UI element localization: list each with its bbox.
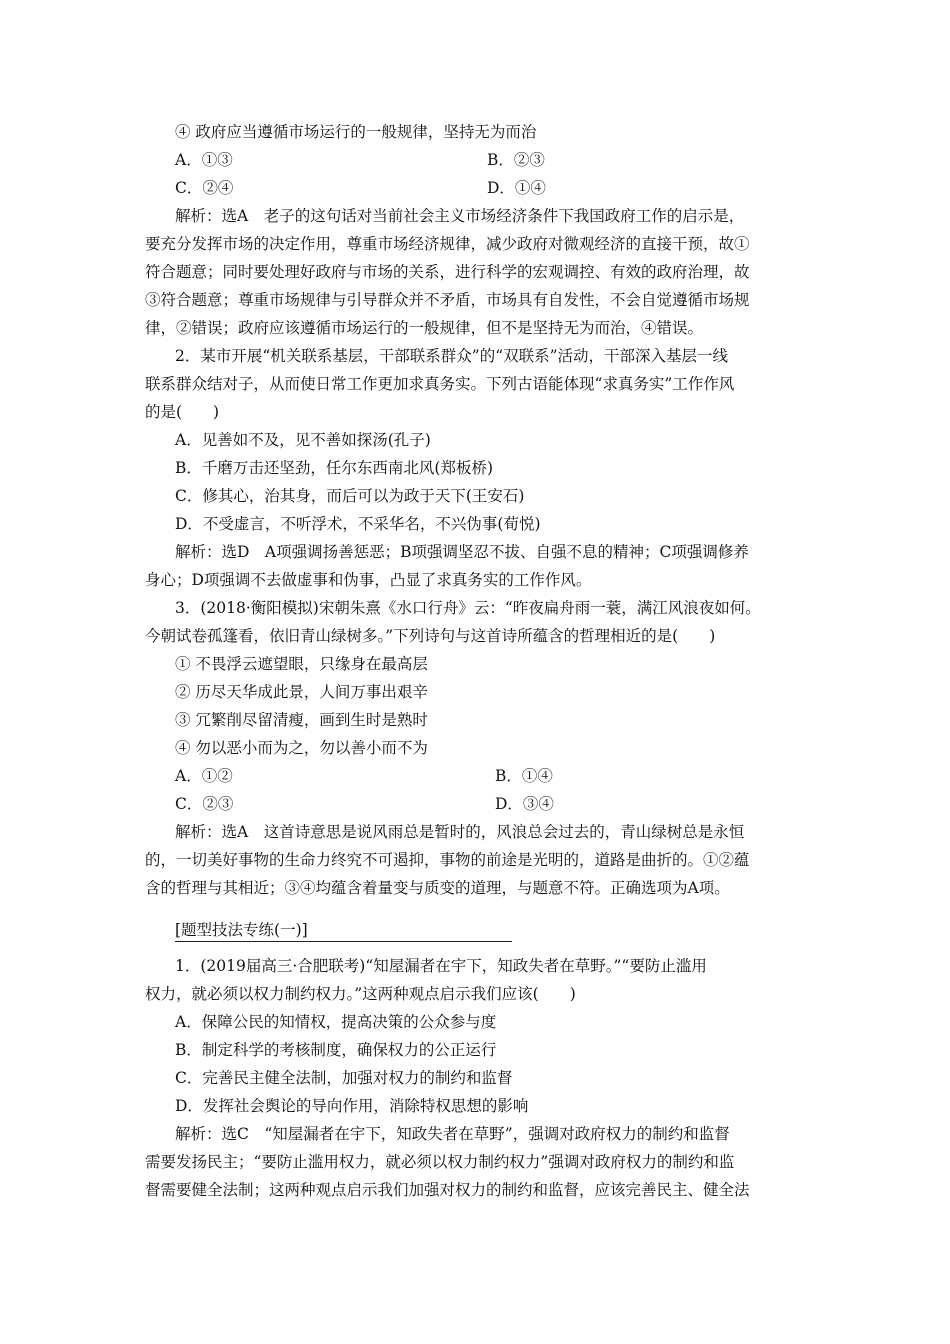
q-prev-analysis-line: ③符合题意；尊重市场规律与引导群众并不矛盾，市场具有自发性，不会自觉遵循市场规 <box>145 291 750 309</box>
q-prev-option-b: B．②③ <box>487 151 545 169</box>
s1-stem-line: 1．(2019届高三·合肥联考)“知屋漏者在宇下，知政失者在草野。”“要防止滥用 <box>175 957 707 975</box>
q3-option-a: A．①② <box>175 767 233 785</box>
s1-analysis-line: 需要发扬民主；“要防止滥用权力，就必须以权力制约权力”强调对政府权力的制约和监 <box>145 1153 735 1171</box>
q3-item-2: ② 历尽天华成此景，人间万事出艰辛 <box>175 683 428 701</box>
q-prev-analysis-line: 律，②错误；政府应该遵循市场运行的一般规律，但不是坚持无为而治，④错误。 <box>145 319 704 337</box>
s1-option-a: A．保障公民的知情权，提高决策的公众参与度 <box>175 1013 497 1031</box>
section-heading: [题型技法专练(一)] <box>175 921 308 939</box>
q-prev-item-4: ④ 政府应当遵循市场运行的一般规律，坚持无为而治 <box>175 123 537 141</box>
q3-analysis-line: 的，一切美好事物的生命力终究不可遏抑，事物的前途是光明的，道路是曲折的。①②蕴 <box>145 851 750 869</box>
q2-analysis-line: 身心；D项强调不去做虚事和伪事，凸显了求真务实的工作作风。 <box>145 571 592 589</box>
q3-item-4: ④ 勿以恶小而为之，勿以善小而不为 <box>175 739 428 757</box>
q-prev-option-a: A．①③ <box>175 151 233 169</box>
q2-option-b: B．千磨万击还坚劲，任尔东西南北风(郑板桥) <box>175 459 493 477</box>
q2-stem-line: 的是( ) <box>145 403 220 421</box>
q-prev-option-d: D．①④ <box>487 179 546 197</box>
q3-item-3: ③ 冗繁削尽留清瘦，画到生时是熟时 <box>175 711 428 729</box>
s1-option-d: D．发挥社会舆论的导向作用，消除特权思想的影响 <box>175 1097 529 1115</box>
q3-item-1: ① 不畏浮云遮望眼，只缘身在最高层 <box>175 655 428 673</box>
q3-stem-line: 今朝试卷孤篷看，依旧青山绿树多。”下列诗句与这首诗所蕴含的哲理相近的是( ) <box>145 627 716 645</box>
q2-stem-line: 联系群众结对子，从而使日常工作更加求真务实。下列古语能体现“求真务实”工作作风 <box>145 375 735 393</box>
q-prev-option-c: C．②④ <box>175 179 234 197</box>
s1-option-b: B．制定科学的考核制度，确保权力的公正运行 <box>175 1041 497 1059</box>
q3-option-b: B．①④ <box>495 767 553 785</box>
q-prev-analysis-line: 解析：选A 老子的这句话对当前社会主义市场经济条件下我国政府工作的启示是， <box>175 207 745 225</box>
s1-stem-line: 权力，就必须以权力制约权力。”这两种观点启示我们应该( ) <box>145 985 576 1003</box>
q-prev-analysis-line: 符合题意；同时要处理好政府与市场的关系，进行科学的宏观调控、有效的政府治理，故 <box>145 263 750 281</box>
q3-stem-line: 3．(2018·衡阳模拟)宋朝朱熹《水口行舟》云：“昨夜扁舟雨一蓑，满江风浪夜如何。 <box>175 599 761 617</box>
s1-analysis-line: 解析：选C “知屋漏者在宇下，知政失者在草野”，强调对政府权力的制约和监督 <box>175 1125 730 1143</box>
q2-stem-line: 2．某市开展“机关联系基层，干部联系群众”的“双联系”活动，干部深入基层一线 <box>175 347 729 365</box>
q3-option-c: C．②③ <box>175 795 234 813</box>
q2-analysis-line: 解析：选D A项强调扬善惩恶；B项强调坚忍不拔、自强不息的精神；C项强调修养 <box>175 543 749 561</box>
s1-analysis-line: 督需要健全法制；这两种观点启示我们加强对权力的制约和监督，应该完善民主、健全法 <box>145 1181 750 1199</box>
q3-analysis-line: 含的哲理与其相近；③④均蕴含着量变与质变的道理，与题意不符。正确选项为A项。 <box>145 879 730 897</box>
q2-option-d: D．不受虚言，不听浮术，不采华名，不兴伪事(荀悦) <box>175 515 541 533</box>
section-heading-rule <box>175 941 512 942</box>
q3-analysis-line: 解析：选A 这首诗意思是说风雨总是暂时的，风浪总会过去的，青山绿树总是永恒 <box>175 823 745 841</box>
q2-option-a: A．见善如不及，见不善如探汤(孔子) <box>175 431 431 449</box>
s1-option-c: C．完善民主健全法制，加强对权力的制约和监督 <box>175 1069 513 1087</box>
q2-option-c: C．修其心，治其身，而后可以为政于天下(王安石) <box>175 487 525 505</box>
q3-option-d: D．③④ <box>495 795 554 813</box>
q-prev-analysis-line: 要充分发挥市场的决定作用，尊重市场经济规律，减少政府对微观经济的直接干预，故① <box>145 235 750 253</box>
